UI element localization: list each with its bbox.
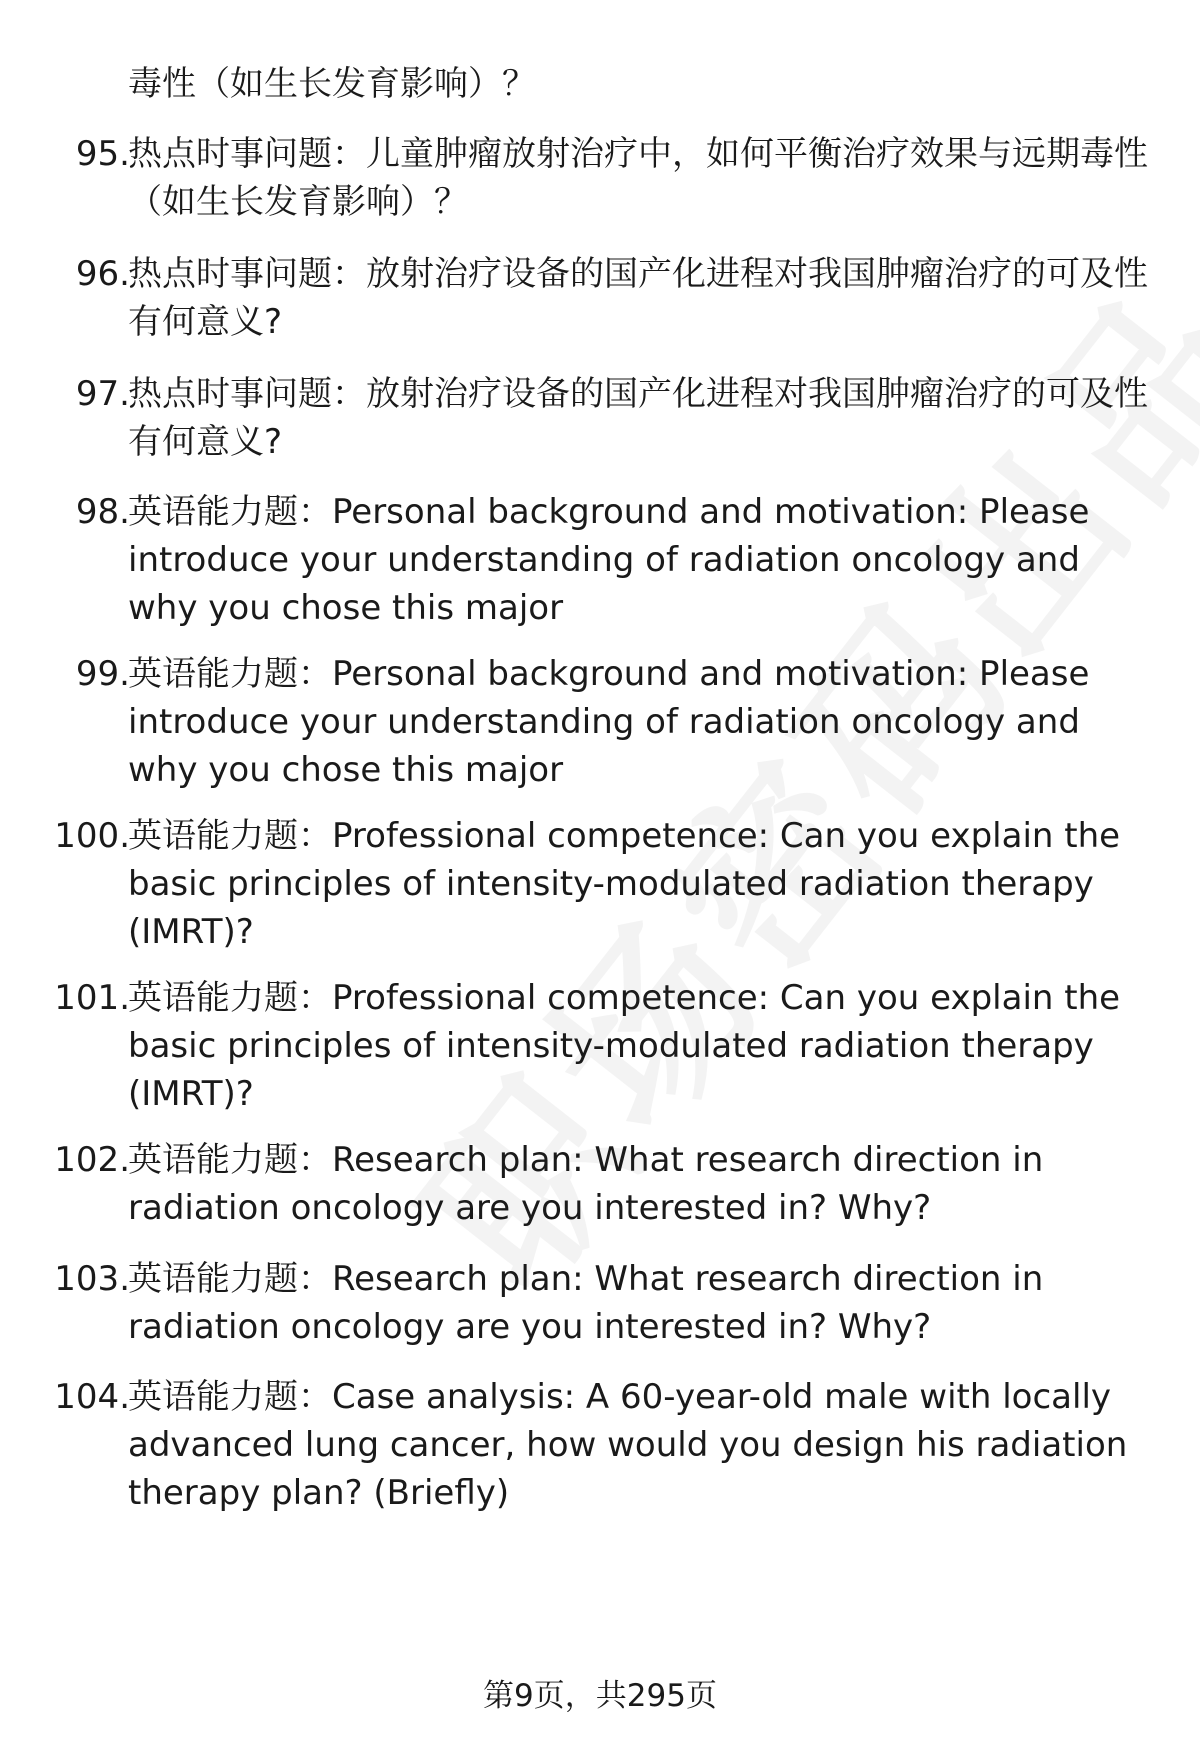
question-text: 英语能力题：Personal background and motivation: Please introduce your understanding of radiation oncology and why you chose this major — [128, 492, 1090, 628]
page-footer: 第9页，共295页 — [483, 1678, 717, 1714]
question-number: 96. — [75, 254, 130, 294]
question-number: 95. — [75, 134, 130, 174]
question-text: 英语能力题：Professional competence: Can you explain the basic principles of intensity-modulated radiation therapy (IMRT)? — [128, 978, 1121, 1114]
question-number: 99. — [75, 654, 130, 694]
question-number: 101. — [54, 978, 130, 1018]
question-text: 热点时事问题：放射治疗设备的国产化进程对我国肿瘤治疗的可及性有何意义? — [128, 374, 1148, 462]
question-text: 热点时事问题：儿童肿瘤放射治疗中，如何平衡治疗效果与远期毒性（如生长发育影响）？ — [128, 134, 1148, 222]
question-number: 103. — [54, 1259, 130, 1299]
question-number: 100. — [54, 816, 130, 856]
question-text: 英语能力题：Research plan: What research direction in radiation oncology are you interested in? Why? — [128, 1259, 1044, 1347]
question-number: 98. — [75, 492, 130, 532]
question-text: 英语能力题：Research plan: What research direction in radiation oncology are you interested in? Why? — [128, 1140, 1044, 1228]
question-text: 英语能力题：Case analysis: A 60-year-old male with locally advanced lung cancer, how would you design his radiation therapy plan? (Briefly) — [128, 1377, 1128, 1513]
question-number: 97. — [75, 374, 130, 414]
question-text: 英语能力题：Personal background and motivation: Please introduce your understanding of radiation oncology and why you chose this major — [128, 654, 1090, 790]
continued-text: 毒性（如生长发育影响）？ — [128, 64, 536, 104]
question-number: 104. — [54, 1377, 130, 1417]
question-text: 热点时事问题：放射治疗设备的国产化进程对我国肿瘤治疗的可及性有何意义? — [128, 254, 1148, 342]
question-text: 英语能力题：Professional competence: Can you explain the basic principles of intensity-modulated radiation therapy (IMRT)? — [128, 816, 1121, 952]
question-number: 102. — [54, 1140, 130, 1180]
